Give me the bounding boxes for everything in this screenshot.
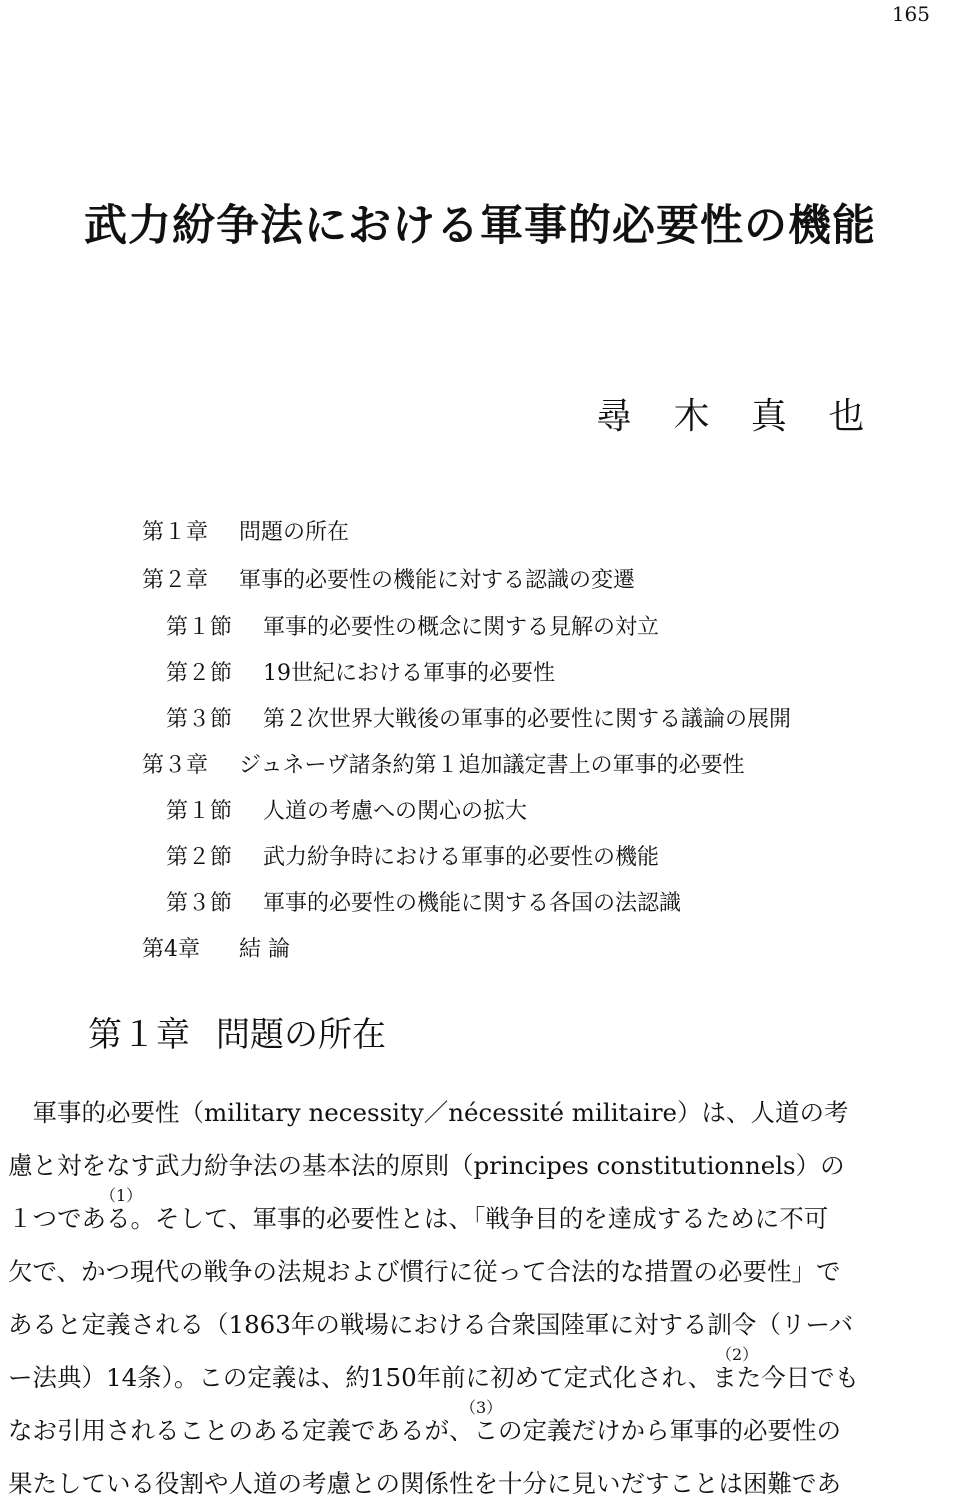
toc-item-label: 19世紀における軍事的必要性 [263,661,555,686]
body-line: 慮と対をなす武力紛争法の基本法的原則（principes constitutionnels）の [8,1151,845,1180]
toc-item-label: 第２次世界大戦後の軍事的必要性に関する議論の展開 [263,707,792,732]
body-line: 欠で、かつ現代の戦争の法規および慣行に従って合法的な措置の必要性」で [8,1257,841,1286]
toc-item-number: 第１節 [166,615,233,640]
body-line: なお引用されることのある定義であるが、この定義だけから軍事的必要性の [8,1416,841,1445]
toc-item-label: ジュネーヴ諸条約第１追加議定書上の軍事的必要性 [239,753,745,778]
body-line: ー法典）14条）。この定義は、約150年前に初めて定式化され、また今日でも [8,1363,860,1392]
footnote-marker: （3） [460,1398,503,1417]
page-number: 165 [891,2,930,26]
chapter-title: 問題の所在 [216,1015,386,1055]
toc-item-number: 第２章 [142,568,209,593]
toc-item-number: 第３節 [166,891,233,916]
toc-item-number: 第３章 [142,753,209,778]
toc-item-number: 第4章 [142,937,200,962]
toc-item-number: 第１章 [142,520,209,545]
toc-item-label: 軍事的必要性の機能に関する各国の法認識 [263,891,682,916]
toc-item-label: 人道の考慮への関心の拡大 [263,799,528,824]
body-line: 軍事的必要性（military necessity／nécessité militaire）は、人道の考 [8,1098,849,1127]
toc-item-label: 問題の所在 [239,520,350,545]
toc-item-label: 軍事的必要性の概念に関する見解の対立 [263,615,660,640]
toc-item-label: 武力紛争時における軍事的必要性の機能 [263,845,660,870]
toc-item-label: 結 論 [239,937,290,962]
body-line: 果たしている役割や人道の考慮との関係性を十分に見いだすことは困難であ [8,1469,841,1498]
paper-title: 武力紛争法における軍事的必要性の機能 [84,201,876,251]
toc-item-number: 第２節 [166,661,233,686]
body-line: １つである。そして、軍事的必要性とは、「戦争目的を達成するために不可 [8,1204,829,1233]
footnote-marker: （1） [100,1186,143,1205]
toc-item-number: 第２節 [166,845,233,870]
toc-item-number: 第３節 [166,707,233,732]
body-line: あると定義される（1863年の戦場における合衆国陸軍に対する訓令（リーバ [8,1310,854,1339]
toc-item-number: 第１節 [166,799,233,824]
footnote-marker: （2） [716,1345,759,1364]
author-name: 尋 木 真 也 [596,396,865,437]
chapter-number: 第１章 [88,1015,190,1055]
toc-item-label: 軍事的必要性の機能に対する認識の変遷 [239,568,636,593]
